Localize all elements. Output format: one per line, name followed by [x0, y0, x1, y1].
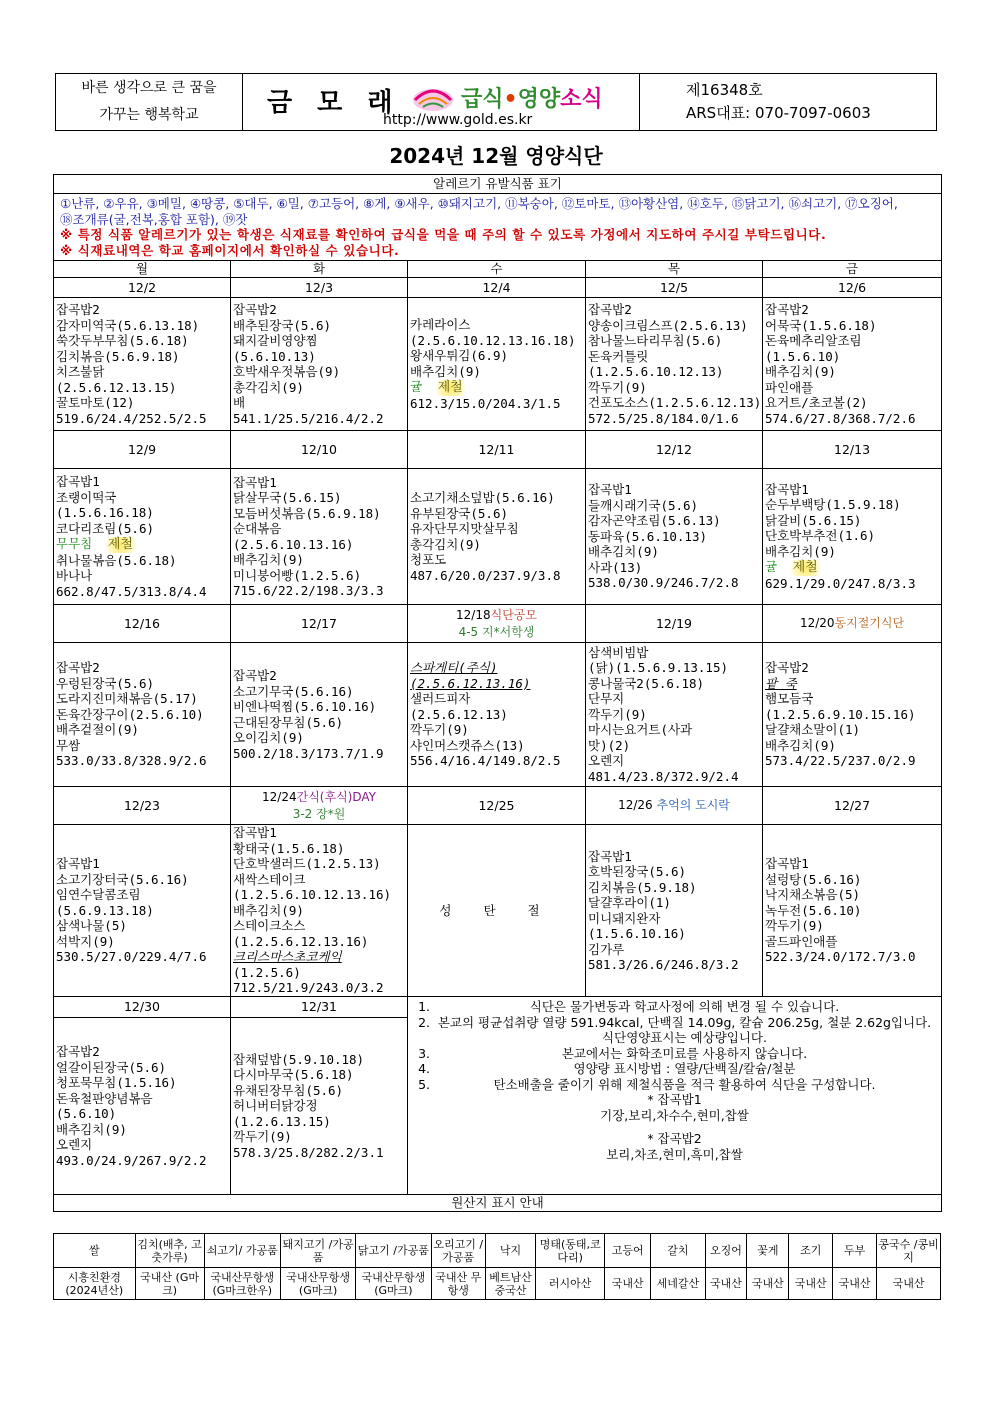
menu-cell: [54, 298, 231, 431]
seasonal-stamp: 제철: [430, 380, 471, 396]
nutrition-line: 578.3/25.8/282.2/3.1: [233, 1144, 384, 1160]
menu-line: 잡곡밥2: [233, 668, 277, 683]
menu-line: 잡곡밥2: [765, 660, 809, 676]
menu-line: (1.2.5.6.9.10.15.16): [765, 706, 916, 722]
menu-line: 배: [233, 395, 246, 410]
nutrition-line: 522.3/24.0/172.7/3.0: [765, 949, 916, 965]
menu-line: (5.6.9.13.18): [56, 902, 154, 918]
day-header-wed: 수: [408, 261, 586, 278]
menu-line: 잡곡밥1: [588, 848, 632, 864]
menu-line: 돈육메추리알조림: [765, 333, 862, 348]
page-title: 2024년 12월 영양식단: [389, 144, 603, 168]
rice2-title: * 잡곡밥2: [647, 1131, 702, 1146]
menu-line: 순두부백탕(1.5.9.18): [765, 497, 901, 513]
menu-line: [765, 559, 939, 576]
nutrition-line: 519.6/24.4/252.5/2.5: [56, 410, 207, 426]
menu-cell: [231, 825, 408, 997]
school-motto: [56, 74, 243, 130]
newsletter-part-2: 영양: [517, 87, 561, 112]
menu-line: 얼갈이된장국(5.6): [56, 1059, 167, 1075]
date-cell: 12/10: [231, 431, 408, 469]
menu-line: 잡곡밥2: [56, 302, 100, 317]
allergy-list-2: ⑱조개류(굴,전복,홍합 포함), ⑲잣: [60, 211, 248, 227]
menu-line: 잡곡밥2: [233, 302, 277, 317]
day-header-fri: 금: [763, 261, 942, 278]
menu-line: 닭살무국(5.6.15): [233, 490, 342, 505]
menu-line: 삼색비빔밥: [588, 644, 649, 660]
menu-line: (2.5.6.10.13.16): [233, 536, 354, 552]
menu-line: 모듬버섯볶음(5.6.9.18): [233, 505, 381, 521]
menu-line: 잡채덮밥(5.9.10.18): [233, 1051, 365, 1067]
origin-header: 갈치: [651, 1234, 705, 1268]
menu-cell: [763, 298, 942, 431]
menu-line: 우렁된장국(5.6): [56, 675, 155, 691]
motto-line-2: 가꾸는 행복학교: [99, 107, 199, 123]
allergy-note-2: ※ 식재료내역은 학교 홈페이지에서 확인하실 수 있습니다.: [60, 242, 400, 258]
menu-line: 돈육간장구이(2.5.6.10): [56, 706, 204, 722]
menu-cell: [408, 298, 586, 431]
menu-line: 깍두기(9): [765, 918, 824, 934]
menu-line: 돼지갈비영양찜: [233, 333, 318, 348]
rice1-grains: 기장,보리,차수수,현미,찹쌀: [600, 1107, 749, 1123]
menu-line: 동파육(5.6.10.13): [588, 528, 708, 544]
menu-line: 미니붕어빵(1.2.5.6): [233, 567, 362, 583]
menu-table: [53, 174, 942, 1212]
menu-line: 호박새우젓볶음(9): [233, 364, 341, 379]
origin-value: 국내산 (G마크): [135, 1268, 204, 1300]
date-cell: 12/19: [586, 605, 763, 643]
menu-line: 바나나: [56, 568, 93, 583]
menu-line: 잡곡밥2: [56, 1044, 100, 1059]
seasonal-stamp: 제철: [785, 560, 826, 576]
menu-line: 소고기장터국(5.6.16): [56, 871, 189, 887]
origin-value: 국내산: [833, 1268, 877, 1300]
menu-line: 다시마무국(5.6.18): [233, 1067, 354, 1083]
menu-line: 파인애플: [765, 379, 814, 395]
menu-cell: [586, 643, 763, 787]
menu-line: 배추김치(9): [765, 364, 836, 379]
menu-line: 깍두기(9): [588, 379, 647, 395]
menu-line: (5.6.10): [56, 1106, 117, 1121]
origin-header: 낙지: [485, 1234, 535, 1268]
event-title: 추억의 도시락: [656, 798, 730, 812]
menu-line: 잡곡밥1: [233, 825, 277, 841]
origin-value: 국내산: [605, 1268, 651, 1300]
menu-line: (1.2.6.13.15): [233, 1113, 331, 1129]
menu-line: 잡곡밥1: [56, 856, 100, 872]
menu-line: (1.5.6.10.16): [588, 926, 686, 941]
motto-line-1: 바른 생각으로 큰 꿈을: [81, 80, 217, 96]
menu-line: 들깨시래기국(5.6): [588, 497, 699, 513]
menu-line: 총각김치(9): [410, 536, 481, 552]
menu-line: 왕새우튀김(6.9): [410, 348, 509, 363]
ars-phone: ARS대표: 070-7097-0603: [686, 104, 871, 122]
menu-line: 달걀후라이(1): [588, 895, 671, 910]
origin-title: 원산지 표시 안내: [54, 1195, 942, 1212]
issue-number: 제16348호: [686, 81, 763, 99]
menu-line: 청포도: [410, 552, 447, 567]
menu-line: (1.2.5.6.10.12.13.16): [233, 887, 392, 903]
menu-line: 잡곡밥1: [233, 474, 277, 490]
origin-value: 베트남산 중국산: [485, 1268, 535, 1300]
menu-line: 골드파인애플: [765, 933, 838, 949]
origin-value: 국내산무항생 (G마크한우): [204, 1268, 280, 1300]
menu-line: 유부된장국(5.6): [410, 505, 509, 521]
issue-info: [640, 74, 936, 130]
menu-line: 설렁탕(5.6.16): [765, 871, 862, 887]
menu-line: 돈육철판양념볶음: [56, 1090, 153, 1106]
menu-line: 스테이크소스: [233, 918, 306, 934]
menu-line: [56, 536, 228, 553]
origin-value: 시흥친환경 (2024년산): [54, 1268, 136, 1300]
notes-box: [408, 997, 942, 1195]
menu-line: 도라지진미채볶음(5.17): [56, 691, 198, 707]
menu-line: 감자미역국(5.6.13.18): [56, 317, 200, 333]
nutrition-line: 487.6/20.0/237.9/3.8: [410, 567, 561, 583]
event-title: 동지절기식단: [834, 616, 905, 630]
menu-line: (1.5.6.16.18): [56, 505, 154, 520]
date-cell: 12/11: [408, 431, 586, 469]
menu-cell: [763, 825, 942, 997]
origin-header: 콩국수 /콩비지: [877, 1234, 941, 1268]
menu-line: 조랭이떡국: [56, 489, 117, 505]
school-name: 금 모 래: [267, 88, 401, 118]
menu-line: 새싹스테이크: [233, 871, 306, 887]
event-date: 12/20: [799, 616, 835, 630]
menu-line: 허니버터닭강정: [233, 1098, 318, 1114]
menu-line: 깍두기(9): [410, 722, 469, 738]
origin-value: 국내산: [705, 1268, 747, 1300]
menu-line-fruit: 귤: [410, 379, 423, 394]
date-cell: 12/13: [763, 431, 942, 469]
menu-line: 소고기채소덮밥(5.6.16): [410, 490, 555, 505]
origin-header: 고등어: [605, 1234, 651, 1268]
note-item: 3. 본교에서는 화학조미료를 사용하지 않습니다.: [434, 1046, 935, 1062]
origin-value: 국내산: [747, 1268, 789, 1300]
menu-line: 꿀토마토(12): [56, 395, 135, 410]
menu-cell: [408, 469, 586, 605]
menu-line: 잡곡밥1: [765, 856, 809, 872]
menu-line: 청포묵무침(1.5.16): [56, 1075, 177, 1090]
menu-line-fruit: 귤: [765, 559, 778, 575]
menu-line: 건포도소스(1.2.5.6.12.13): [588, 395, 762, 410]
nutrition-line: 530.5/27.0/229.4/7.6: [56, 949, 207, 965]
menu-cell: [54, 469, 231, 605]
day-header-tue: 화: [231, 261, 408, 278]
menu-line: 유자단무지맛살무침: [410, 521, 519, 536]
date-cell: 12/31: [231, 997, 408, 1018]
notes-list: [414, 999, 935, 1092]
menu-line-main: 스파게티(주식): [410, 660, 498, 676]
date-cell: 12/25: [408, 787, 586, 825]
menu-line: 김치볶음(5.6.9.18): [56, 348, 180, 364]
menu-line: 배추김치(9): [233, 552, 304, 567]
menu-line: 돈육커틀릿: [588, 348, 649, 364]
newsletter-part-3: 소식: [560, 87, 603, 112]
menu-cell: [54, 1018, 231, 1195]
origin-value: 국내산: [877, 1268, 941, 1300]
menu-line-special: 팥 죽: [765, 675, 797, 691]
date-cell: 12/6: [763, 278, 942, 298]
nutrition-line: 556.4/16.4/149.8/2.5: [410, 753, 561, 769]
holiday-cell: 성 탄 절: [408, 825, 586, 997]
menu-line: 어묵국(1.5.6.18): [765, 317, 877, 333]
menu-cell: [586, 469, 763, 605]
menu-line: 황태국(1.5.6.18): [233, 840, 345, 856]
menu-line: 김치볶음(5.9.18): [588, 879, 697, 895]
menu-line: (5.6.10.13): [233, 348, 316, 364]
menu-line: 배추김치(9): [588, 544, 659, 560]
nutrition-line: 541.1/25.5/216.4/2.2: [233, 410, 384, 426]
menu-line: 김가루: [588, 941, 625, 957]
menu-line: 단호박샐러드(1.2.5.13): [233, 856, 381, 872]
origin-header: 쌀: [54, 1234, 136, 1268]
menu-line: 소고기무국(5.6.16): [233, 683, 354, 699]
origin-table: [53, 1233, 941, 1300]
menu-line: 사과(13): [588, 559, 643, 575]
date-cell-event: [763, 605, 942, 643]
menu-line: 배추김치(9): [410, 363, 481, 379]
menu-line-side: 무무침: [56, 536, 93, 551]
menu-cell: [408, 643, 586, 787]
menu-line: 취나물볶음(5.6.18): [56, 552, 177, 568]
nutrition-line: 572.5/25.8/184.0/1.6: [588, 410, 739, 426]
menu-line: 카레라이스: [410, 317, 471, 332]
menu-line: 오이김치(9): [233, 730, 304, 745]
event-date: 12/24: [262, 789, 297, 804]
menu-line: 오렌지: [588, 753, 625, 769]
menu-line: 임연수달콤조림: [56, 887, 141, 903]
menu-line: 오렌지: [56, 1137, 93, 1152]
day-header-thu: 목: [586, 261, 763, 278]
nutrition-line: 629.1/29.0/247.8/3.3: [765, 575, 916, 591]
nutrition-line: 715.6/22.2/198.3/3.3: [233, 583, 384, 598]
note-item: 4. 영양량 표시방법 : 열량/단백질/칼슘/철분: [434, 1061, 935, 1077]
menu-line: 미니돼지완자: [588, 910, 661, 926]
menu-line: 배추김치(9): [233, 902, 304, 918]
menu-line: 치즈불닭: [56, 364, 105, 379]
menu-line: 깍두기(9): [588, 706, 647, 722]
event-subtitle: 4-5 지*서학생: [458, 624, 535, 639]
origin-header: 닭고기 /가공품: [356, 1234, 431, 1268]
date-cell: 12/9: [54, 431, 231, 469]
menu-line: 잡곡밥2: [765, 302, 809, 317]
date-cell-event: [231, 787, 408, 825]
newsletter-dot: •: [503, 87, 518, 112]
menu-line: 잡곡밥2: [588, 302, 632, 317]
menu-line: (1.2.5.6.12.13.16): [233, 933, 369, 949]
newsletter-title: [461, 82, 603, 113]
menu-line: 잡곡밥1: [588, 482, 632, 498]
menu-line: 단호박부추전(1.6): [765, 528, 876, 544]
menu-cell: [54, 825, 231, 997]
menu-line: 햄모듬국: [765, 691, 814, 707]
menu-line: (1.2.5.6.10.12.13): [588, 364, 724, 379]
rice2-grains: 보리,차조,현미,흑미,찹쌀: [606, 1146, 743, 1162]
nutrition-line: 493.0/24.9/267.9/2.2: [56, 1152, 207, 1168]
menu-cell: [763, 643, 942, 787]
menu-line: 삼색나물(5): [56, 918, 127, 934]
origin-value: 러시아산: [536, 1268, 605, 1300]
menu-line: (2.5.6.12.13): [410, 706, 508, 722]
menu-line: (2.5.6.12.13.15): [56, 379, 177, 395]
date-cell: 12/17: [231, 605, 408, 643]
date-cell: 12/3: [231, 278, 408, 298]
menu-line: 감자곤약조림(5.6.13): [588, 513, 721, 529]
origin-header: 김치(배추, 고춧가루): [135, 1234, 204, 1268]
header-box: [55, 73, 937, 131]
menu-line: (닭)(1.5.6.9.13.15): [588, 660, 729, 676]
newsletter-part-1: 급식: [461, 87, 504, 112]
menu-line: 잡곡밥2: [56, 660, 100, 676]
menu-line: 양송이크림스프(2.5.6.13): [588, 317, 748, 333]
menu-line: 배추김치(9): [765, 737, 836, 753]
menu-line: 녹두전(5.6.10): [765, 902, 862, 918]
menu-line: 단무지: [588, 691, 625, 707]
date-cell: 12/4: [408, 278, 586, 298]
rice1-title: * 잡곡밥1: [647, 1092, 702, 1107]
allergy-title: 알레르기 유발식품 표기: [54, 175, 942, 194]
origin-header: 쇠고기/ 가공품: [204, 1234, 280, 1268]
menu-line: 비엔나떡찜(5.6.10.16): [233, 699, 377, 714]
menu-line: 쑥갓두부무침(5.6.18): [56, 333, 189, 348]
menu-line: 샤인머스캣쥬스(13): [410, 737, 525, 753]
menu-line: 배추겉절이(9): [56, 722, 139, 738]
menu-line: 요거트/초코볼(2): [765, 395, 868, 410]
menu-line: 총각김치(9): [233, 379, 304, 395]
menu-line: 깍두기(9): [233, 1129, 292, 1145]
menu-line: (1.2.5.6): [233, 964, 301, 980]
menu-line: 닭갈비(5.6.15): [765, 512, 862, 528]
menu-line: 배추된장국(5.6): [233, 317, 332, 333]
menu-line: 달걀채소말이(1): [765, 722, 861, 738]
origin-header: 오리고기 /가공품: [431, 1234, 485, 1268]
menu-line: (1.5.6.10): [765, 348, 841, 364]
date-cell: 12/2: [54, 278, 231, 298]
origin-header: 명태(동태,코다리): [536, 1234, 605, 1268]
event-title: 식단공모: [490, 607, 537, 622]
menu-line: 잡곡밥1: [765, 481, 809, 497]
menu-line: 근대된장무침(5.6): [233, 714, 344, 730]
nutrition-line: 481.4/23.8/372.9/2.4: [588, 768, 739, 784]
menu-cell: [231, 298, 408, 431]
event-date: 12/26: [618, 798, 653, 812]
note-item: 1. 식단은 물가변동과 학교사정에 의해 변경 될 수 있습니다.: [434, 999, 935, 1015]
menu-line: 순대볶음: [233, 521, 282, 536]
allergy-box: [54, 194, 942, 261]
origin-value: 국내산무항생 (G마크): [280, 1268, 355, 1300]
menu-line: (2.5.6.10.12.13.16.18): [410, 332, 576, 348]
allergy-note-1: ※ 특정 식품 알레르기가 있는 학생은 식재료를 확인하여 급식을 먹을 때 주의 할 수 있도록 가정에서 지도하여 주시길 부탁드립니다.: [60, 227, 827, 242]
menu-cell: [231, 643, 408, 787]
menu-line: 코다리조림(5.6): [56, 520, 155, 536]
menu-line: 낙지채소볶음(5): [765, 887, 861, 903]
allergy-list-1: ①난류, ②우유, ③메밀, ④땅콩, ⑤대두, ⑥밀, ⑦고등어, ⑧게, ⑨새우, ⑩돼지고기, ⑪복숭아, ⑫토마토, ⑬아황산염, ⑭호두, ⑮닭고기, ⑯쇠고기, ⑰오징어,: [60, 196, 898, 211]
note-item: 5. 탄소배출을 줄이기 위해 제철식품을 적극 활용하여 식단을 구성합니다.: [434, 1077, 935, 1093]
nutrition-line: 712.5/21.9/243.0/3.2: [233, 980, 384, 996]
date-cell: 12/23: [54, 787, 231, 825]
date-cell-event: [586, 787, 763, 825]
origin-header: 꽃게: [747, 1234, 789, 1268]
menu-line: 배추김치(9): [765, 543, 836, 559]
menu-line: 호박된장국(5.6): [588, 864, 687, 879]
menu-line-special: 크리스마스초코케익: [233, 949, 342, 965]
nutrition-line: 533.0/33.8/328.9/2.6: [56, 753, 207, 769]
origin-value: 국내산: [789, 1268, 833, 1300]
nutrition-line: 573.4/22.5/237.0/2.9: [765, 753, 916, 769]
nutrition-line: 612.3/15.0/204.3/1.5: [410, 395, 561, 411]
menu-cell: [54, 643, 231, 787]
date-cell-event: [408, 605, 586, 643]
origin-header: 조기: [789, 1234, 833, 1268]
menu-line: 맛)(2): [588, 737, 631, 753]
menu-cell: [231, 469, 408, 605]
event-date: 12/18: [456, 607, 491, 622]
menu-line: 마시는요거트(사과: [588, 722, 693, 738]
menu-line: 참나물느타리무침(5.6): [588, 333, 723, 348]
event-subtitle: 3-2 장*원: [292, 806, 346, 821]
origin-value: 국내산무항생 (G마크): [356, 1268, 431, 1300]
menu-line: 무쌈: [56, 737, 81, 753]
menu-line-main: (2.5.6.12.13.16): [410, 675, 531, 691]
date-cell: 12/5: [586, 278, 763, 298]
nutrition-line: 662.8/47.5/313.8/4.4: [56, 583, 207, 599]
menu-line: [410, 379, 583, 396]
menu-cell: [231, 1018, 408, 1195]
menu-line: 배추김치(9): [56, 1121, 127, 1137]
origin-header: 오징어: [705, 1234, 747, 1268]
origin-value: 국내산 무항생: [431, 1268, 485, 1300]
school-url[interactable]: http://www.gold.es.kr: [383, 112, 533, 128]
origin-header: 돼지고기 /가공품: [280, 1234, 355, 1268]
brand-area: [243, 74, 640, 130]
date-cell: 12/12: [586, 431, 763, 469]
note-item: 2. 본교의 평균섭취량 열량 591.94kcal, 단백질 14.09g, 칼슘 206.25g, 철분 2.62g입니다. 식단영양표시는 예상량입니다.: [434, 1015, 935, 1046]
menu-cell: [763, 469, 942, 605]
date-cell: 12/27: [763, 787, 942, 825]
origin-value: 세네갈산: [651, 1268, 705, 1300]
event-title: 간식(후식)DAY: [296, 789, 376, 804]
date-cell: 12/16: [54, 605, 231, 643]
menu-cell: [586, 825, 763, 997]
nutrition-line: 538.0/30.9/246.7/2.8: [588, 575, 739, 591]
menu-line: 콩나물국2(5.6.18): [588, 675, 705, 691]
menu-cell: [586, 298, 763, 431]
nutrition-line: 581.3/26.6/246.8/3.2: [588, 957, 739, 972]
menu-line: 잡곡밥1: [56, 474, 100, 489]
date-cell: 12/30: [54, 997, 231, 1018]
nutrition-line: 500.2/18.3/173.7/1.9: [233, 745, 384, 761]
day-header-mon: 월: [54, 261, 231, 278]
origin-header: 두부: [833, 1234, 877, 1268]
menu-line: 샐러드피자: [410, 691, 471, 707]
menu-line: 유채된장무침(5.6): [233, 1082, 344, 1098]
menu-line: 석박지(9): [56, 933, 115, 949]
seasonal-stamp: 제철: [100, 537, 141, 553]
nutrition-line: 574.6/27.8/368.7/2.6: [765, 410, 916, 426]
school-logo-icon: [411, 80, 455, 114]
